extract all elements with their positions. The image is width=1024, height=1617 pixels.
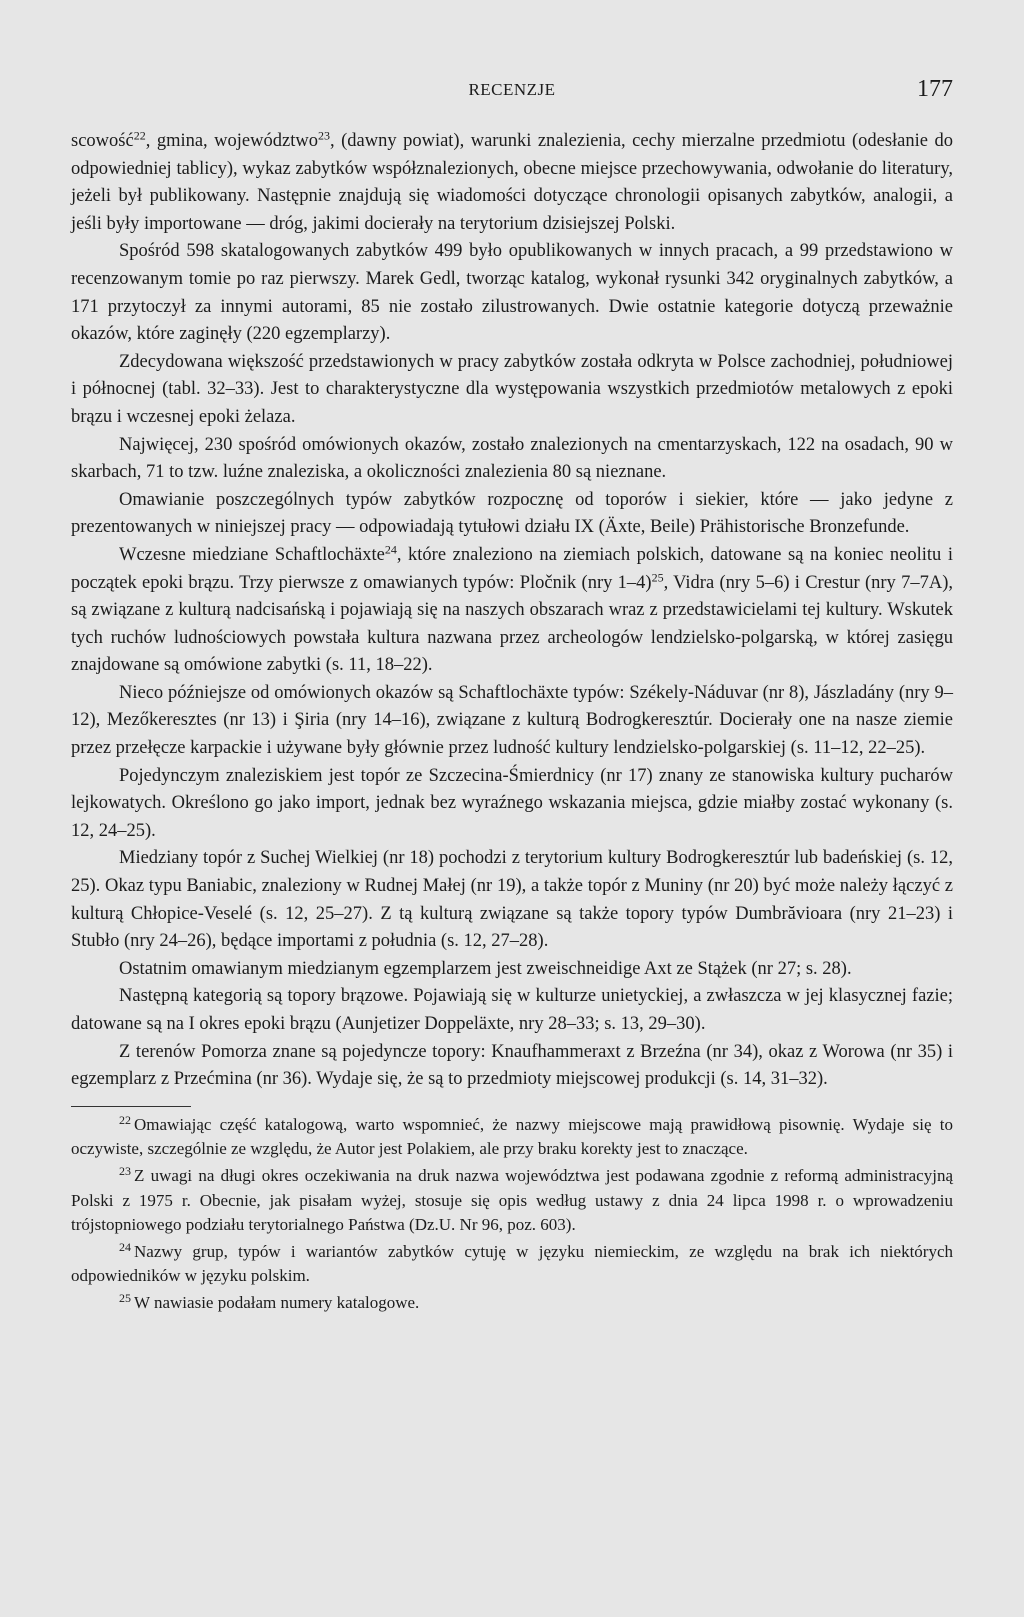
footnote-text: W nawiasie podałam numery katalogowe. [134, 1292, 420, 1312]
paragraph-text: Z terenów Pomorza znane są pojedyncze topory: Knaufhammeraxt z Brzeźna (nr 34), okaz z Worowa (nr 35) i egzemplarz z Przećmina (nr 36). Wydaje się, że są to przedmioty miejscowej produkcji (s. 14, 31–32). [71, 1041, 953, 1090]
footnote-text: Nazwy grup, typów i wariantów zabytków cytuję w języku niemieckim, ze względu na brak ich niektórych odpowiedników w języku polskim. [71, 1241, 953, 1286]
paragraph-text: Ostatnim omawianym miedzianym egzemplarzem jest zweischneidige Axt ze Stążek (nr 27; s. 28). [119, 958, 852, 979]
running-head: RECENZJE [468, 80, 556, 99]
body-paragraph [71, 763, 953, 846]
paragraph-text: Wczesne miedziane Schaftlochäxte [119, 544, 385, 565]
footnote [71, 1113, 953, 1162]
footnote-reference: 22 [133, 128, 146, 143]
footnote-number: 25 [119, 1290, 131, 1305]
page-header [71, 76, 953, 106]
body-paragraph [71, 1039, 953, 1094]
paragraph-text: Pojedynczym znaleziskiem jest topór ze Szczecina-Śmierdnicy (nr 17) znany ze stanowiska kultury pucharów lejkowatych. Określono go jako import, jednak bez wyraźnego wskazania miejsca, gdzie miałby zostać wykonany (s. 12, 24–25). [71, 765, 953, 841]
body-paragraph [71, 542, 953, 680]
footnote-reference: 23 [317, 128, 330, 143]
page-number: 177 [917, 76, 953, 102]
footnote [71, 1240, 953, 1289]
paragraph-list [71, 128, 953, 1094]
paragraph-text: Nieco późniejsze od omówionych okazów są Schaftlochäxte typów: Székely-Náduvar (nr 8), Jászladány (nry 9–12), Mezőkeresztes (nr 13) i Şiria (nry 14–16), związane z kulturą Bodrogkeresztúr. Docierały one na nasze ziemie przez przełęcze karpackie i używane były głównie przez ludność kultury lendzielsko-polgarskiej (s. 11–12, 22–25). [71, 682, 953, 759]
body-paragraph [71, 432, 953, 487]
paragraph-text: Spośród 598 skatalogowanych zabytków 499 było opublikowanych w innych pracach, a 99 przedstawiono w recenzowanym tomie po raz pierwszy. Marek Gedl, tworząc katalog, wykonał rysunki 342 oryginalnych zabytków, a 171 przytoczył za innymi autorami, 85 nie zostało zilustrowanych. Dwie ostatnie kategorie dotyczą przeważnie okazów, które zaginęły (220 egzemplarzy). [71, 241, 953, 345]
body-paragraph [71, 349, 953, 432]
footnote-text: Z uwagi na długi okres oczekiwania na druk nazwa województwa jest podawana zgodnie z reformą administracyjną Polski z 1975 r. Obecnie, jak pisałam wyżej, stosuje się opis według ustawy z dnia 24 lipca 1998 r. o wprowadzeniu trójstopniowego podziału terytorialnego Państwa (Dz.U. Nr 96, poz. 603). [71, 1165, 953, 1235]
paragraph-text: , (dawny powiat), warunki znalezienia, cechy mierzalne przedmiotu (odesłanie do odpowiedniej tablicy), wykaz zabytków współznalezionych, obecne miejsce przechowywania, odwołanie do literatury, jeżeli był publikowany. Następnie znajdują się wiadomości dotyczące chronologii opisanych zabytków, analogii, a jeśli były importowane — dróg, jakimi docierały na terytorium dzisiejszej Polski. [71, 131, 953, 234]
body-paragraph [71, 983, 953, 1038]
article-body [71, 128, 953, 1318]
footnotes [71, 1113, 953, 1316]
paragraph-text: , Vidra (nry 5–6) i Crestur (nry 7–7A), są związane z kulturą nadcisańską i pojawiają się na naszych obszarach wraz z przedstawicielami tej kultury. Wskutek tych ruchów ludnościowych powstała kultura nazwana przez archeologów lendzielsko-polgarską, w której zasięgu znajdowane są omówione zabytki (s. 11, 18–22). [71, 572, 953, 676]
paragraph-text: Zdecydowana większość przedstawionych w pracy zabytków została odkryta w Polsce zachodniej, południowej i północnej (tabl. 32–33). Jest to charakterystyczne dla występowania wszystkich przedmiotów metalowych z epoki brązu i wczesnej epoki żelaza. [71, 351, 953, 427]
body-paragraph [71, 487, 953, 542]
footnote-text: Omawiając część katalogową, warto wspomnieć, że nazwy miejscowe mają prawidłową pisownię. Wydaje się to oczywiste, szczególnie ze względu, że Autor jest Polakiem, ale przy braku korekty jest to znaczące. [71, 1114, 953, 1159]
footnote-reference: 24 [384, 542, 397, 557]
footnote-reference: 25 [651, 569, 664, 584]
body-paragraph [71, 956, 953, 984]
footnote-number: 24 [119, 1239, 131, 1254]
footnote [71, 1164, 953, 1238]
body-paragraph [71, 238, 953, 348]
paragraph-text: scowość [71, 131, 134, 151]
paragraph-text: Miedziany topór z Suchej Wielkiej (nr 18) pochodzi z terytorium kultury Bodrogkeresztúr lub badeńskiej (s. 12, 25). Okaz typu Baniabic, znaleziony w Rudnej Małej (nr 19), a także topór z Muniny (nr 20) być może należy łączyć z kulturą Chłopice-Veselé (s. 12, 25–27). Z tą kulturą związane są także topory typów Dumbrăvioara (nry 21–23) i Stubło (nry 24–26), będące importami z południa (s. 12, 27–28). [71, 848, 953, 952]
paragraph-text: , które znaleziono na ziemiach polskich, datowane są na koniec neolitu i początek epoki brązu. Trzy pierwsze z omawianych typów: Pločnik (nry 1–4) [71, 544, 954, 593]
paragraph-text: , gmina, województwo [145, 131, 318, 151]
paragraph-text: Omawianie poszczególnych typów zabytków rozpocznę od toporów i siekier, które — jako jedyne z prezentowanych w niniejszej pracy — odpowiadają tytułowi działu IX (Äxte, Beile) Prähistorische Bronzefunde. [71, 489, 953, 538]
footnote-number: 22 [119, 1112, 131, 1127]
paragraph-text: Najwięcej, 230 spośród omówionych okazów, zostało znalezionych na cmentarzyskach, 122 na osadach, 90 w skarbach, 71 to tzw. luźne znaleziska, a okoliczności znalezienia 80 są nieznane. [71, 434, 953, 483]
footnote-separator [71, 1106, 191, 1107]
paragraph-text: Następną kategorią są topory brązowe. Pojawiają się w kulturze unietyckiej, a zwłaszcza w jej klasycznej fazie; datowane są na I okres epoki brązu (Aunjetizer Doppeläxte, nry 28–33; s. 13, 29–30). [71, 986, 953, 1034]
body-paragraph [71, 128, 953, 238]
body-paragraph [71, 845, 953, 955]
body-paragraph [71, 680, 953, 763]
footnote [71, 1291, 953, 1316]
footnote-number: 23 [119, 1163, 131, 1178]
